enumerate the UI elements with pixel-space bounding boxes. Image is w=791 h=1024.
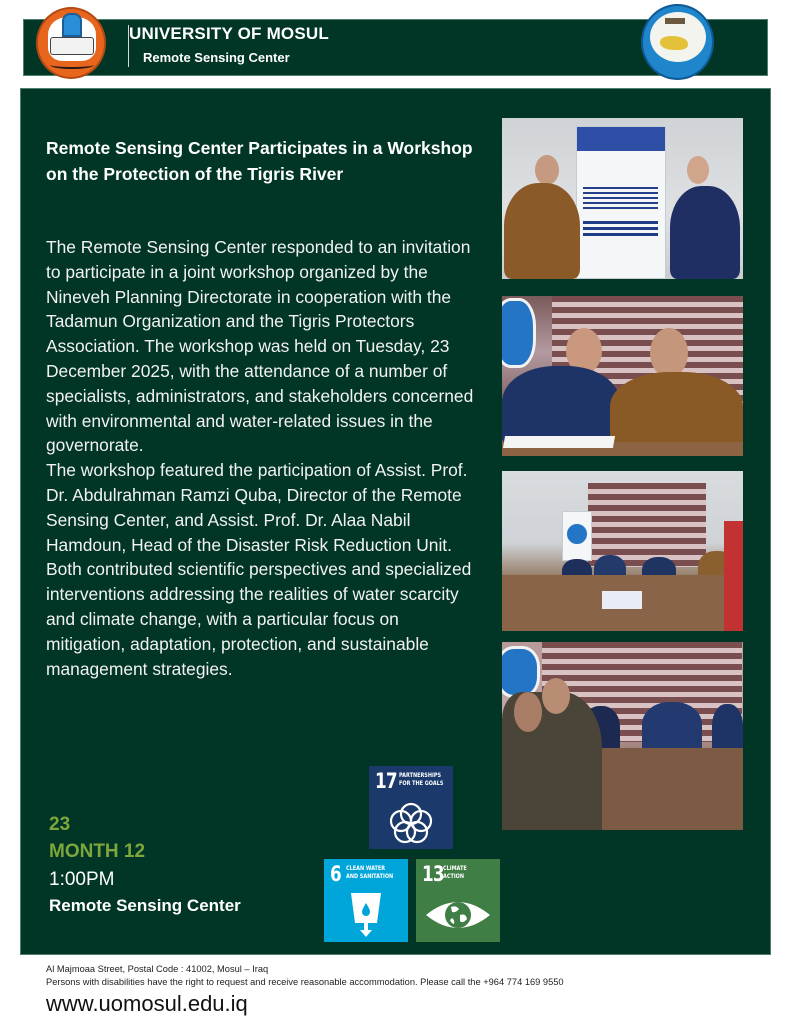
sdg-number: 13 <box>422 862 444 886</box>
sdg-label: CLIMATE ACTION <box>443 865 467 880</box>
event-details <box>49 812 241 918</box>
workshop-banner <box>576 126 666 279</box>
workshop-photo-4 <box>502 642 743 830</box>
workshop-photo-1 <box>502 118 743 279</box>
interlocking-rings-icon <box>369 800 453 846</box>
sdg-tile-13 <box>416 859 500 942</box>
event-month: MONTH 12 <box>49 841 146 862</box>
sdg-number: 17 <box>375 769 397 793</box>
sdg-label: CLEAN WATER AND SANITATION <box>346 865 394 880</box>
sdg-label: PARTNERSHIPS FOR THE GOALS <box>399 772 444 787</box>
article-paragraph-1: The Remote Sensing Center responded to an invitation to participate in a joint workshop organized by the Nineveh Planning Directorate in cooperation with the Tadamun Organization and the Tigris Protectors Association. The workshop was held on Tuesday, 23 December 2025, with the attendance of a number of specialists, administrators, and stakeholders concerned with environmental and water-related issues in the governorate. <box>46 237 474 456</box>
event-venue: Remote Sensing Center <box>49 896 241 915</box>
workshop-photo-3 <box>502 471 743 631</box>
footer-accessibility-note: Persons with disabilities have the right to request and receive reasonable accommodation. Please call the +964 774 169 9550 <box>46 977 564 987</box>
footer-address: Al Majmoaa Street, Postal Code : 41002, Mosul – Iraq <box>46 964 269 974</box>
website-link[interactable]: www.uomosul.edu.iq <box>46 991 248 1016</box>
center-subtitle: Remote Sensing Center <box>143 50 290 65</box>
university-title: UNIVERSITY OF MOSUL <box>129 24 329 43</box>
university-of-mosul-logo-icon <box>36 7 106 79</box>
workshop-photo-2 <box>502 296 743 456</box>
sdg-tile-6 <box>324 859 408 942</box>
event-time: 1:00PM <box>49 869 115 890</box>
water-glass-icon <box>324 893 408 939</box>
sdg-number: 6 <box>330 862 341 886</box>
earth-eye-icon <box>416 893 500 939</box>
remote-sensing-center-logo-icon <box>641 4 714 80</box>
article-headline: Remote Sensing Center Participates in a Workshop on the Protection of the Tigris River <box>46 138 473 184</box>
event-day: 23 <box>49 814 71 835</box>
sdg-tile-17 <box>369 766 453 849</box>
article-paragraph-2: The workshop featured the participation of Assist. Prof. Dr. Abdulrahman Ramzi Quba, Director of the Remote Sensing Center, and Assist. Prof. Dr. Alaa Nabil Hamdoun, Head of the Disaster Risk Reduction Unit. Both contributed scientific perspectives and specialized interventions addressing the realities of water scarcity and climate change, with a particular focus on mitigation, adaptation, protection, and sustainable management strategies. <box>46 460 472 679</box>
article-body <box>46 235 476 681</box>
